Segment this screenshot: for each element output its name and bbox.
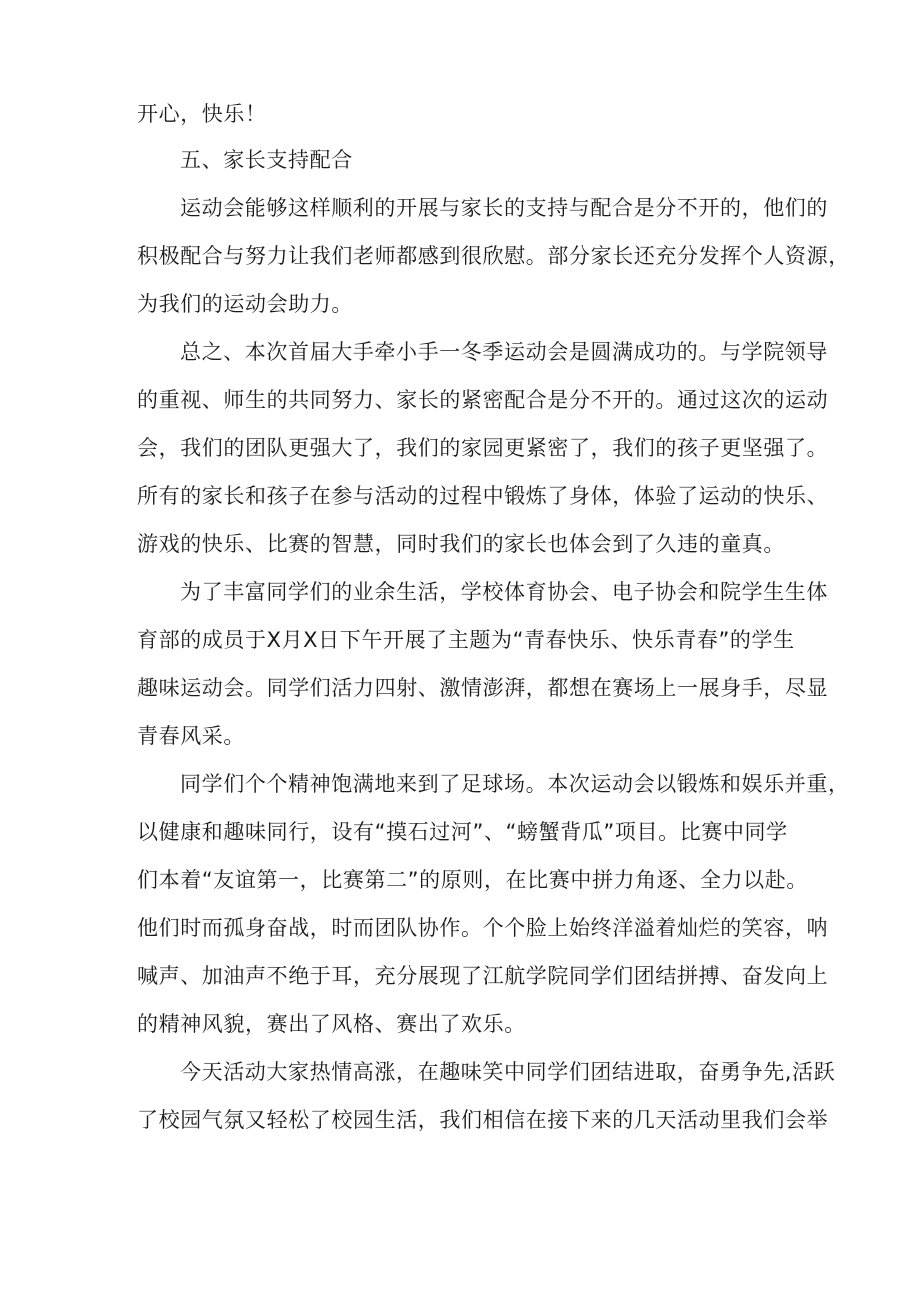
text-line: 青春风采。 (137, 724, 245, 748)
text-line: 了校园气氛又轻松了校园生活，我们相信在接下来的几天活动里我们会举 (137, 1108, 829, 1132)
text-line: 所有的家长和孩子在参与活动的过程中锻炼了身体，体验了运动的快乐、 (137, 484, 829, 508)
text-line: 会，我们的团队更强大了，我们的家园更紧密了，我们的孩子更坚强了。 (137, 436, 829, 460)
text-line: 总之、本次首届大手牵小手一冬季运动会是圆满成功的。与学院领导 (180, 340, 828, 364)
text-line: 为我们的运动会助力。 (137, 292, 353, 316)
text-line: 他们时而孤身奋战，时而团队协作。个个脸上始终洋溢着灿烂的笑容，呐 (137, 916, 829, 940)
text-line: 为了丰富同学们的业余生活，学校体育协会、电子协会和院学生生体 (180, 580, 828, 604)
text-line: 育部的成员于X月X日下午开展了主题为“青春快乐、快乐青春”的学生 (137, 628, 795, 652)
text-line: 同学们个个精神饱满地来到了足球场。本次运动会以锻炼和娱乐并重， (180, 772, 850, 796)
text-line: 的重视、师生的共同努力、家长的紧密配合是分不开的。通过这次的运动 (137, 388, 829, 412)
text-line: 喊声、加油声不绝于耳，充分展现了江航学院同学们团结拼搏、奋发向上 (137, 964, 829, 988)
section-heading: 五、家长支持配合 (180, 148, 353, 172)
text-line: 开心，快乐！ (137, 102, 267, 126)
text-line: 的精神风貌，赛出了风格、赛出了欢乐。 (137, 1012, 526, 1036)
text-line: 今天活动大家热情高涨，在趣味笑中同学们团结进取，奋勇争先,活跃 (180, 1060, 836, 1084)
text-line: 以健康和趣味同行，设有“摸石过河”、“螃蟹背瓜”项目。比赛中同学 (137, 820, 788, 844)
text-line: 游戏的快乐、比赛的智慧，同时我们的家长也体会到了久违的童真。 (137, 532, 785, 556)
text-line: 们本着“友谊第一，比赛第二”的原则，在比赛中拼力角逐、全力以赴。 (137, 868, 808, 892)
text-line: 趣味运动会。同学们活力四射、激情澎湃，都想在赛场上一展身手，尽显 (137, 676, 829, 700)
text-line: 积极配合与努力让我们老师都感到很欣慰。部分家长还充分发挥个人资源， (137, 244, 850, 268)
text-line: 运动会能够这样顺利的开展与家长的支持与配合是分不开的，他们的 (180, 196, 828, 220)
